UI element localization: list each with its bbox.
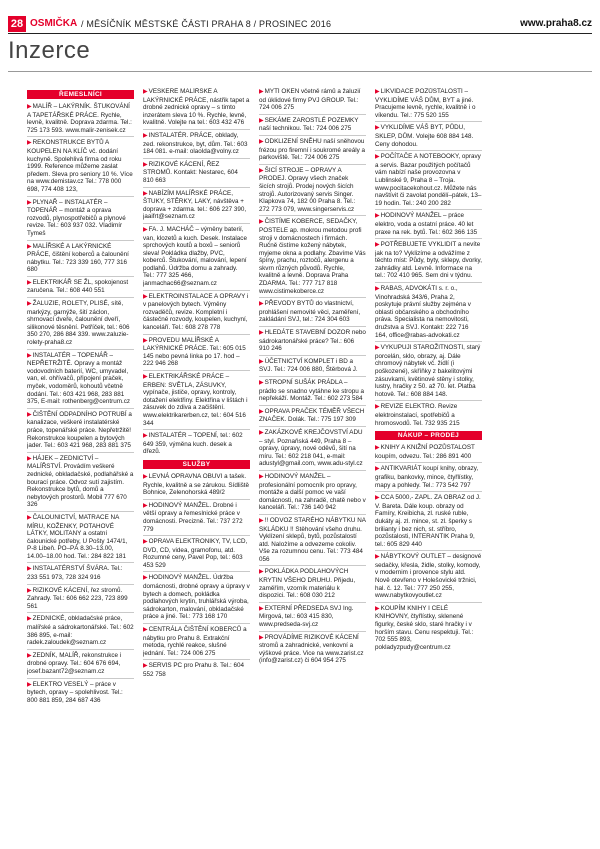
page-header: [8, 16, 592, 32]
ad-text: ČISTÍME KOBERCE, SEDAČKY, POSTELE ap. mokrou metodou profi stroji v domácnostech i firmách. Ručně čistíme kožený nábytek, myjeme okna a podlahy. Zbavíme Vás špíny, prachu, roztočů, alergenu a skvrn různých původů. Rychle, kvalitně a levně. Doprava Praha ZDARMA. Tel.: 777 717 818 www.cistimekoberce.cz: [259, 218, 366, 295]
bullet-arrow-icon: ▶: [27, 301, 32, 308]
ad-text: !! ODVOZ STARÉHO NÁBYTKU NA SKLÁDKU !! Stěhování všeho druhu. Vyklízení sklepů, bytů, pozůstalostí atd. Nalożíme a odvezeme cokoliv. Vše za rozumnou cenu. Tel.: 773 484 056: [259, 516, 366, 563]
classified-ad: [375, 88, 482, 122]
ad-text: RIZIKOVÉ KÁCENÍ, ŘEZ STROMŮ. Kontakt: Nestarec, 604 810 663: [143, 160, 238, 184]
bullet-arrow-icon: ▶: [143, 575, 148, 582]
ad-text: VEŠKERÉ MALÍŘSKÉ A LAKÝRNICKÉ PRÁCE, nástřik tapet a drobné zednické opravy – s timto inzerátem sleva 10 %. Rychle, levně, kvalitně. Volejte na tel.: 603 432 476: [143, 88, 250, 127]
classified-ad: [143, 293, 250, 335]
bullet-arrow-icon: ▶: [259, 605, 264, 612]
classified-ad: [259, 568, 366, 602]
ad-list-2: [143, 88, 250, 458]
ad-text: ČIŠTĚNÍ ODPADNÍHO POTRUBÍ a kanalizace, veškeré instalatérské práce, topenářské práce. Nepřetržitě! Rekonstrukce koupelen a bytových jader. Tel.: 603 421 968, 283 881 375: [27, 410, 132, 450]
bullet-arrow-icon: ▶: [143, 374, 148, 380]
ad-text: PROVÁDÍME RIZIKOVÉ KÁCENÍ stromů a zahradnické, venkovní a výškové práce. Vice na www.zarist.cz (info@zarist.cz) či 604 954 275: [259, 633, 364, 665]
bullet-arrow-icon: ▶: [27, 587, 32, 594]
classified-ad: [375, 403, 482, 429]
classified-ad: [27, 587, 134, 614]
ad-text: ŽALUZIE, ROLETY, PLISÉ, sítě, markýzy, garnýže, šití záclon, shrnovací dveře, čalounění dveří, silikonové těsnění. Petříček, tel.: 606 350 270, 286 884 339. www.zaluzie-rolety-praha8.cz: [27, 300, 130, 347]
ad-text: ELEKTRO VESELÝ – práce v bytech, opravy – spolehlivost. Tel.: 800 881 859, 284 687 436: [27, 680, 123, 704]
bullet-arrow-icon: ▶: [143, 433, 148, 440]
ad-list-4: [375, 88, 482, 429]
classified-ad: [259, 138, 366, 165]
bullet-arrow-icon: ▶: [259, 167, 264, 174]
bullet-arrow-icon: ▶: [259, 517, 264, 524]
classified-ad: [375, 553, 482, 603]
bullet-arrow-icon: ▶: [143, 337, 148, 344]
ad-text: HÁJEK – ZEDNICTVÍ – MALÍŘSTVÍ. Provádím veškeré zednické, obkladačské, podlahářské a bourací práce. Odvoz sutí zajistím. Rekonstrukce bytů, domů a nebytových prostorů. Mobil 777 670 326: [27, 454, 134, 509]
ad-text: ÚČETNICTVÍ KOMPLET i BD a SVJ. Tel.: 724 006 880, Štěrbová J.: [259, 357, 358, 374]
title-rule: [8, 71, 592, 72]
classified-ad: [375, 494, 482, 551]
bullet-arrow-icon: ▶: [259, 569, 264, 576]
bullet-arrow-icon: ▶: [27, 279, 32, 286]
ad-text: OPRAVA PRAČEK TÉMĚŘ VŠECH ZNAČEK. Dolák. Tel.: 775 197 309: [259, 407, 365, 424]
column-3: [259, 88, 366, 840]
ad-text: MALÍŘSKÉ A LAKÝRNICKÉ PRÁCE, čištění koberců a čalounění nábytku. Tel.: 723 339 160, 777 316 680: [27, 242, 129, 274]
classified-ad: [27, 352, 134, 409]
ad-text: FA. J. MACHÁČ – výměny baterií, van, klozetů a kuch. Desek. Instalace sprchových koutů a boxů – seniorů sleva! Pokládka dlažby, PVC, koberců. Štukování, malování, lepení podlahů. Údržba domu a zahrady. Tel.: 777 325 466, janmachac66@seznam.cz: [143, 225, 247, 288]
classified-ad: [259, 329, 366, 356]
classified-ad: [143, 473, 250, 500]
ad-text: RABAS, ADVOKÁTI s. r. o., Vinohradská 343/6, Praha 2, poskytuje právní služby zejména v oblasti občanského a obchodního práva. Specialista na nemovitosti, družstva a SVJ. Kontakt: 222 716 164, office@rabas-advokati.cz: [375, 285, 471, 339]
ad-text: CENTRÁLA ČIŠTĚNÍ KOBERCŮ a nábytku pro Prahu 8. Extrakční metoda, rychlé reakce, slušné jednání. Tel.: 724 006 275: [143, 626, 247, 657]
bullet-arrow-icon: ▶: [27, 455, 32, 462]
page-title: Inzerce: [8, 37, 91, 64]
classified-ad: [143, 337, 250, 371]
classified-ad: [259, 517, 366, 567]
classified-ad: [143, 226, 250, 291]
classified-ad: [259, 408, 366, 427]
ad-text: ŠICÍ STROJE – OPRAVY A PRODEJ. Opravy všech značek šicích strojů. Prodej nových šicích strojů. Autorizovaný servis Singer. Klapkova 74, 182 00 Praha 8. Tel.: 272 773 079, www.singerservis.cz: [259, 166, 356, 213]
classified-ad: [259, 218, 366, 298]
classified-ad: [143, 432, 250, 458]
bullet-arrow-icon: ▶: [259, 138, 264, 145]
classified-ad: [375, 465, 482, 492]
ad-text: MYTÍ OKEN včetně rámů a žaluzií od úklidové firmy PVJ GROUP. Tel.: 724 006 275: [259, 88, 361, 112]
classified-columns: [27, 88, 591, 840]
ad-text: CCA 5000,- ZAPL. ZA OBRAZ od J. V. Bareta. Dále koup. obrazy od Famíry, Kreibicha, zl. ruské ruble, dukáty aj. zl. mince, st. zl. šperky s brilianty i bez nich, st. stříbro, pozůstalosti, INTERANTIK Praha 9, tel.: 605 829 440: [375, 494, 481, 548]
bullet-arrow-icon: ▶: [375, 242, 380, 249]
bullet-arrow-icon: ▶: [143, 539, 148, 546]
classified-ad: [27, 139, 134, 196]
ad-text: NABÍZÍM MALÍŘSKÉ PRÁCE, ŠTUKY, STĚRKY, LAKY, návštěva + doprava + zdarma. tel.: 606 227 390, jaaifrt@seznam.cz: [143, 189, 247, 221]
section-heading-remeslnici: ŘEMESLNÍCI: [27, 90, 134, 99]
classified-ad: [27, 681, 134, 707]
classified-ad: [259, 358, 366, 377]
column-1: [27, 88, 134, 840]
ad-text: ZEDNÍK, MALÍŘ, rekonstrukce i drobné opravy. Tel.: 604 676 694, josef.bazant72@seznam.cz: [27, 651, 122, 675]
bullet-arrow-icon: ▶: [27, 514, 32, 521]
classified-ad: [143, 502, 250, 536]
ad-text: PŘEVODY BYTŮ do vlastnictví, prohlášení nemovité věci, zaměření, zakládání SVJ, tel.: 724 304 603: [259, 300, 361, 324]
classified-ad: [259, 300, 366, 327]
ad-text: POTŘEBUJETE VYKLIDIT a nevíte jak na to? Vyklizíme a odvážíme z těchto míst: Půdy, byty, sklepy, dvorky, zahrádky atd. Levně. Informace na tel.: 702 410 965. Sem dni v týdnu.: [375, 241, 482, 280]
bullet-arrow-icon: ▶: [259, 408, 264, 415]
ad-text: LIKVIDACE POZŮSTALOSTÍ – VYKLIDÍME VÁŠ DŮM, BYT a jiné. Pracujeme levně, rychle, kvalitně i o víkendu. Tel.: 775 520 155: [375, 88, 476, 119]
bullet-arrow-icon: ▶: [259, 429, 264, 436]
classified-ad: [375, 153, 482, 210]
ad-list-3: [259, 88, 366, 667]
bullet-arrow-icon: ▶: [375, 495, 380, 502]
bullet-arrow-icon: ▶: [27, 616, 32, 623]
classified-ad: [375, 241, 482, 283]
classified-ad: [27, 300, 134, 350]
bullet-arrow-icon: ▶: [143, 226, 148, 233]
classified-ad: [375, 285, 482, 342]
bullet-arrow-icon: ▶: [27, 140, 32, 147]
bullet-arrow-icon: ▶: [27, 681, 32, 688]
classified-ad: [259, 379, 366, 406]
bullet-arrow-icon: ▶: [143, 89, 148, 95]
classified-ad: [143, 373, 250, 430]
bullet-arrow-icon: ▶: [27, 652, 32, 659]
classified-ad: [143, 662, 250, 680]
bullet-arrow-icon: ▶: [259, 89, 264, 95]
ad-text: KOUPÍM KNIHY I CELÉ KNIHOVNY, čtyřlístky, sklenené figurky, české sklo, staré hračky i v horším stavu. Cenu respektuji. Tel.: 702 555 893, pokladyzpudy@centrum.cz: [375, 604, 474, 651]
bullet-arrow-icon: ▶: [143, 293, 148, 300]
bullet-arrow-icon: ▶: [259, 301, 264, 308]
bullet-arrow-icon: ▶: [143, 502, 148, 509]
ad-text: INSTALATÉR. PRÁCE, obklady, zed. rekonstrukce, byt, dům. Tel.: 603 184 081. e-mail: olaolda@volny.cz: [143, 131, 248, 156]
classified-ad: [259, 634, 366, 667]
classified-ad: [27, 565, 134, 584]
ad-list-4b: [375, 444, 482, 653]
ad-text: VYKLIDÍME VÁŠ BYT, PŮDU, SKLEP, DŮM. Volejte 608 884 148. Ceny dohodou.: [375, 124, 474, 148]
ad-text: PLYNAŘ – INSTALATÉR – TOPENÁŘ – montáž a oprava rozvodů, plynospotřebičů a plynové revize. Tel.: 603 937 032. Vladimír Tymeš: [27, 198, 126, 237]
ad-text: VYKUPUJI STAROŽITNOSTI, starý porcelán, sklo, obrazy, aj. Dále chromový nábytek vč. židlí (i poškozené), skříňky z bakelitovými zásuvkami, květinové stěny i stolky, lustry, hračky z 50. až 70. let. Platba hotově. Tel.: 608 884 148.: [375, 344, 481, 398]
section-heading-sluzby: SLUŽBY: [143, 460, 250, 469]
bullet-arrow-icon: ▶: [259, 380, 264, 386]
ad-text: HODINOVÝ MANŽEL – práce elektro, voda a ostatní práce. 40 let praxe na rek. bytů. Tel.: 602 366 135: [375, 212, 478, 236]
classified-ad: [27, 411, 134, 453]
ad-text: HLEDÁTE STAVEBNÍ DOZOR nebo sádrokartonářské práce? Tel.: 606 910 246: [259, 329, 366, 353]
ad-text: REKONSTRUKCE BYTŮ A KOUPELEN NA KLÍČ vč. dodání kuchyně. Spolehlivá firma od roku 1999. Reference můžeme zaslat předem. Sleva pro seniory 10 %. Více na www.demistav.cz Tel.: 778 000 698, 774 408 123,: [27, 139, 133, 193]
ad-text: NÁBYTKOVÝ OUTLET – designové sedačky, křesla, židle, stolky, komody, v modernim i provence stylu atd. Nově otevřeno v Holešovické tržnici, hal. č. 12. Tel.: 777 250 255, www.nabytkovyoutlet.cz: [375, 553, 482, 600]
classified-ad: [27, 103, 134, 137]
ad-text: SERVIS PC pro Prahu 8. Tel.: 604 552 758: [143, 662, 244, 678]
bullet-arrow-icon: ▶: [375, 213, 380, 220]
ad-text: ELEKTRIKÁŘSKÉ PRÁCE – ERBEN: SVĚTLA, ZÁSUVKY, vypínače, jističe, opravy, kontroly, dotažení elektřiny. Elektřina v lištách i zásuvek do zdiva a začištění. www.elektrikarerben.cz, tel.: 604 516 344: [143, 373, 248, 427]
classified-ad: [143, 132, 250, 159]
ad-text: OPRAVA ELEKTRONIKY, TV, LCD, DVD, CD, videa, gramofonu, atd. Rozumné ceny, Pavel Pop, tel.: 603 453 529: [143, 538, 248, 569]
classified-ad: [259, 88, 366, 115]
classified-ad: [27, 243, 134, 277]
classified-ad: [259, 429, 366, 471]
classified-ad: [259, 117, 366, 136]
classified-ad: [375, 212, 482, 239]
bullet-arrow-icon: ▶: [259, 117, 264, 124]
classified-ad: [143, 538, 250, 572]
bullet-arrow-icon: ▶: [143, 190, 148, 197]
bullet-arrow-icon: ▶: [143, 132, 148, 139]
classified-ad: [375, 344, 482, 401]
bullet-arrow-icon: ▶: [259, 634, 264, 641]
classified-ad: [143, 190, 250, 224]
bullet-arrow-icon: ▶: [375, 404, 380, 411]
classified-ad: [27, 279, 134, 298]
bullet-arrow-icon: ▶: [375, 345, 380, 352]
ad-text: ELEKTRIKÁŘ SE ŽL, spokojenost zaručena. Tel.: 608 440 551: [27, 278, 129, 295]
ad-text: STROPNÍ SUŠÁK PRÁDLA – prádlo se snadno vytáhne ke stropu a nepřekáží. Montáž. Tel.: 602 273 584: [259, 379, 365, 403]
bullet-arrow-icon: ▶: [259, 330, 264, 337]
bullet-arrow-icon: ▶: [375, 554, 380, 561]
bullet-arrow-icon: ▶: [375, 154, 380, 161]
page-number: 28: [8, 16, 26, 32]
ad-text: INSTALATÉRSTVÍ ŠVÁRA. Tel.: 233 551 973, 728 324 916: [27, 565, 123, 582]
bullet-arrow-icon: ▶: [143, 627, 148, 634]
classified-ad: [27, 652, 134, 679]
ad-text: INSTALATÉR – TOPENÍ, tel.: 602 649 359, výměna kuch. desek a dřezů.: [143, 432, 243, 456]
issue-line: / MĚSÍČNÍK MĚSTSKÉ ČÁSTI PRAHA 8 / PROSINEC 2016: [81, 19, 332, 29]
bullet-arrow-icon: ▶: [27, 411, 32, 418]
ad-list-1: [27, 103, 134, 706]
ad-text: HODINOVÝ MANŽEL. Údržba domácnosti, drobné opravy a úpravy v bytech a domech, pokládka podlahových krytin, truhlářská výroba, sádrokarton, malování, obkladačské práce a jiné. Tel.: 773 168 170: [143, 574, 250, 621]
section-heading-nakup-prodej: NÁKUP – PRODEJ: [375, 431, 482, 440]
ad-text: EXTERNÍ PŘEDSEDA SVJ Ing. Mirgová, tel.: 603 415 830, www.predseda-svj.cz: [259, 604, 354, 629]
classified-ad: [375, 124, 482, 151]
ad-text: PROVEDU MALÍŘSKÉ A LAKÝRNICKÉ PRÁCE. Tel.: 605 015 145 nebo pevná linka po 17. hod – 222 946 268: [143, 336, 246, 368]
classified-ad: [259, 605, 366, 632]
bullet-arrow-icon: ▶: [375, 89, 380, 95]
ad-text: LEVNÁ OPRAVNA OBUVI a tašek. Rychle, kvalitně a se zárukou. Sídliště Bohnice, Zelenohorská 489/2: [143, 472, 250, 497]
bullet-arrow-icon: ▶: [375, 605, 380, 612]
ad-list-2b: [143, 473, 250, 681]
bullet-arrow-icon: ▶: [27, 566, 32, 573]
website-link[interactable]: www.praha8.cz: [520, 18, 592, 29]
classified-ad: [259, 473, 366, 515]
ad-text: ZEDNICKÉ, obkladačské práce, malířské a sádrokartonářské. Tel.: 602 386 895, e-mail: radek.zaloudek@seznam.cz: [27, 615, 134, 647]
ad-text: ČALOUNICTVÍ, MATRACE NA MÍRU, KOŽENKY, POTAHOVÉ LÁTKY, MOLITANY a ostatní čalounické potřeby, U Pošty 1474/1, P-8 Libeň. PO–PÁ 8.30–13.00, 14.00–18.00 hod. Tel.: 284 822 181: [27, 513, 128, 560]
ad-text: MALÍŘ – LAKÝRNÍK. ŠTUKOVÁNÍ A TAPETÁŘSKÉ PRÁCE. Rychle, levně, kvalitně. Doprava zdarma. Tel.: 725 173 593. www.malir-zenisek.cz: [27, 103, 132, 134]
bullet-arrow-icon: ▶: [143, 161, 148, 168]
bullet-arrow-icon: ▶: [27, 104, 32, 110]
bullet-arrow-icon: ▶: [27, 199, 32, 206]
header-rule: [8, 33, 592, 34]
bullet-arrow-icon: ▶: [259, 219, 264, 226]
classified-ad: [143, 574, 250, 624]
ad-text: ELEKTROINSTALACE A OPRAVY i v panelových bytech. Výměny rozvaděčů, revize. Kompletní i částečné rozvody, koupelen, kuchyní, kanceláří. Tel.: 608 278 778: [143, 292, 249, 332]
classified-ad: [143, 626, 250, 660]
classified-ad: [143, 161, 250, 188]
bullet-arrow-icon: ▶: [375, 445, 380, 452]
ad-text: ODKLIZENÍ SNĚHU naší sněhovou frézou pro firemní i soukromé areály a parkoviště. Tel.: 724 006 275: [259, 137, 366, 162]
ad-text: HODINOVÝ MANŽEL. Drobné i větší opravy a řemeslnické práce v domácnosti. Precizně. Tel.: 737 272 779: [143, 501, 243, 533]
ad-text: RIZIKOVÉ KÁCENÍ, řez stromů. Zahrady. Tel.: 606 662 223, 723 899 561: [27, 586, 128, 610]
ad-text: HODINOVÝ MANŽEL – profesionální pomocník pro opravy, montáže a další pomoc ve vaší domácnosti, na zahradě, chatě nebo v kanceláři. Tel.: 736 140 942: [259, 472, 366, 512]
ad-text: POKLÁDKA PODLAHOVÝCH KRYTIN VŠEHO DRUHU. Přijedu, zaměřím, vzorník materiálu k dispozici. Tel.: 608 030 212: [259, 568, 356, 600]
classified-ad: [375, 444, 482, 463]
classified-ad: [259, 167, 366, 217]
bullet-arrow-icon: ▶: [375, 466, 380, 473]
classified-ad: [27, 615, 134, 649]
ad-text: SEKÁME ZAROSTLÉ POZEMKY naší technikou. Tel.: 724 006 275: [259, 116, 359, 133]
bullet-arrow-icon: ▶: [143, 473, 148, 480]
bullet-arrow-icon: ▶: [259, 358, 264, 365]
ad-text: POČÍTAČE A NOTEBOOKY, opravy a servis. Bazar použitých počítačů vám nabízí naše provozovna v Lublinské 9, Praha 8 – Troja. www.pocitacekohout.cz. Můžete nás navštívit či zavolat pondělí–pátek, 13–19 hodin. Tel.: 240 200 282: [375, 153, 482, 207]
column-4: [375, 88, 482, 840]
ad-text: REVIZE ELEKTRO. Revize elektroinstalací, spotřebičů a hromosvodů. Tel. 732 935 215: [375, 403, 460, 427]
magazine-brand: OSMIČKA: [30, 18, 78, 29]
classified-ad: [27, 514, 134, 564]
bullet-arrow-icon: ▶: [375, 286, 380, 293]
column-2: [143, 88, 250, 840]
ad-text: INSTALATÉR – TOPENÁŘ – NEPŘETRŽITĚ. Opravy a montáž vodovodních baterií, WC, umyvadel, van, el. ohřívačů, připojení praček, myček, vodoměrů, kohoutů včetně dodání. Tel.: 603 421 968, 283 881 375, E-mail: rothenberg@centrum.cz: [27, 351, 130, 406]
ad-text: ANTIKVARIÁT koupí knihy, obrazy, grafiku, bankovky, mince, čtyřlístky, mapy a pohledy. Tel.: 773 542 797: [375, 465, 479, 489]
classified-ad: [143, 88, 250, 130]
bullet-arrow-icon: ▶: [143, 663, 148, 670]
bullet-arrow-icon: ▶: [375, 125, 380, 132]
classified-ad: [27, 199, 134, 241]
ad-text: KNIHY A KNIŽNÍ POZŮSTALOST koupím, odvezu. Tel.: 286 891 400: [375, 444, 475, 460]
ad-text: ZAKÁZKOVÉ KREJČOVSTVÍ ADU – styl. Poznaňská 449, Praha 8 – opravy, úpravy, nové oděvů, šití na míru. Tel.: 602 218 041, e-mail: adustyl@gmail.com, www.adu-styl.cz: [259, 428, 363, 468]
classified-ad: [375, 605, 482, 654]
bullet-arrow-icon: ▶: [27, 243, 32, 250]
bullet-arrow-icon: ▶: [259, 473, 264, 480]
classified-ad: [27, 455, 134, 512]
bullet-arrow-icon: ▶: [27, 352, 32, 359]
